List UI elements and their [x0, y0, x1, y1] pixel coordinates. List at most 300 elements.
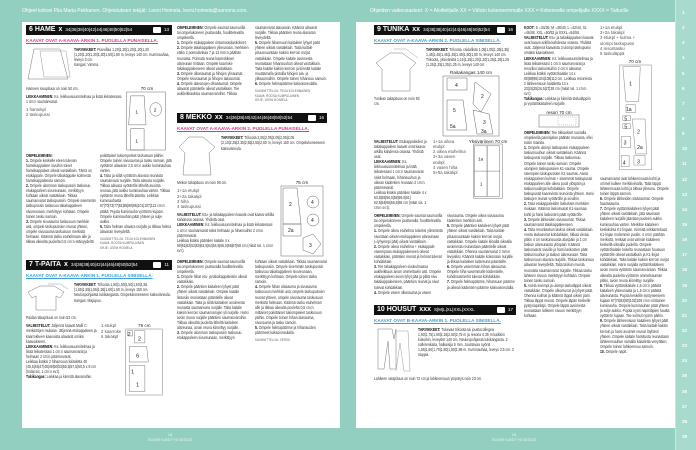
paragraph-lead: OMPELEMINEN: — [177, 258, 205, 264]
paragraph — [255, 259, 327, 284]
sizes: 34|36|38|40|42|44|46|48|50|52|54 — [70, 262, 138, 268]
left-page-footer — [130, 432, 210, 442]
paragraph-text: poikittaiset tukiompeleet taskusuun päihin. Ompele toinen sivusauma ja tasku samoin, jätä vyötärön alavaran 2,5 cm:n aukko kuminauhaa varten. — [100, 152, 172, 173]
paragraph-lead: TARVIKKEET: — [74, 47, 98, 52]
paragraph-text: Tikkaa vyötärökaitale 1,5 cm:n päästä kaitaleen yläreunasta ja 1,5 cm:n päästä alareunasta. Pujota keskelle syntyneeseen kujaan 67|74|82|90|102|108 cm:n mittainen kuminauha. Ompele kuminauhan päät yhteen ja sulje aukko. Pujota nyöri napinläpien kautta vyötärön kujaan. Tee solmut nyörin päihin. — [600, 282, 670, 319]
paragraph-text: Tee tikkaukset suoralla ompeleella paininjalan päähän reunasta, ellei toisin mainita. — [524, 130, 593, 146]
header-difficulty-legend: Ohjeiden vaikeusasteet: X = Aloittelijalle XX = Vähän kokeneemmalle XXX = Kokeneelle ompelijalle XXXX = Taiturille — [370, 8, 629, 14]
length-note: Hameen sivupituus on noin 50 cm. — [26, 86, 79, 91]
paragraph — [447, 213, 516, 223]
paragraph-text: Ompele oikea etuhelma toiseksi ylimmästä sivustaan oikean etukappaleen alareunaan (=lyhyempi pää) oikeat vastakkain. — [374, 228, 443, 244]
sewing-instructions-4 — [255, 25, 327, 86]
paragraph — [374, 244, 443, 264]
cutting-layout-shapes — [441, 76, 501, 136]
paragraph — [374, 139, 430, 159]
paragraph — [255, 325, 327, 335]
title: 8 MEKKO — [180, 114, 212, 122]
ruler-mark: 10 — [682, 146, 688, 152]
photo-page: 17 — [507, 306, 513, 312]
credits — [100, 237, 172, 250]
cutting-layout-diagram — [426, 70, 516, 136]
paragraph-lead: 2. — [26, 183, 30, 189]
camera-icon — [153, 27, 161, 33]
paragraph — [524, 25, 594, 35]
paragraph — [524, 35, 594, 55]
ruler-mark: 14 — [682, 206, 688, 212]
paragraph-lead: 5. — [447, 223, 451, 229]
paragraph-text: Ompele sivusauma taskusuun merkkiin asti, ompele taskupussien reunat yhteen, ompele sivusauma taskusuun merkistä helmaan. Käännä tasku etuhelmaan alle ja tikkaa oikealta puolelta 0,5 cm:n etäisyydeltä — [26, 218, 94, 245]
paragraph-lead: 4. — [100, 172, 104, 178]
preparation-cutting — [26, 323, 98, 379]
paragraph — [177, 45, 249, 70]
right-page-column-4 — [600, 25, 670, 354]
paragraph-text: Kangas: Majapuu. — [74, 297, 102, 303]
paragraph-text: Ks. leikkuusuunnitelmaa ja lisää leikatessasi 1 cm:n saumanvarat ja resoriksi taskunsuihin 2 cm:n alavarat. Leikkaa lisäksi vyötärökaitale 14 x 80|88|96|104|108|112 cm. Leikkaa resoreista 2 lahkeensuun kaitaletta 14 x 23|24|25|26,5|27|28 cm (mitat sis. 1 cm:n sv:t). — [524, 55, 593, 97]
paragraph-lead: 5. — [255, 40, 259, 46]
sizes: 34|36|38|40|42|44|46|48|50|52|54 — [225, 115, 293, 121]
paragraph-text: Ks. leikkuusuunnitelmaa ja lisää leikatessasi 1 cm:n saumanvarat ja helmaan 2 cm:n päärmevarat. — [26, 343, 95, 359]
page-number: 19 — [511, 432, 517, 437]
paragraph-text: Ompele hihan alasauma ja sivusauma taskusuun merkkiin asti, ompele taskupussien reunat yhteen, ompele sivusauma taskusuun merkistä helmaan. Käännä tasku etuhelman alle ja tikkaa oikealta puolelta 0,5 cm:n mittaiset poikittaiset tukiompeleet taskusuun päihin. Ompele toinen hihan alasauma, sivusauma ja tasku samoin. — [255, 284, 325, 325]
piece-number: 2 — [127, 331, 131, 338]
paragraph — [26, 374, 98, 379]
paragraph-text: Ompele hihansuun kaitaleen lyhyet päät yhteen oikeat vastakkain. Taita kaitale pituussuuntaan kaksin kerroin nurjat vastakkain. Ompele kaitale avoimesta reunastaan hihansuuhun oikeat vastakkain. Taita kaitale kaksin kerroin ja kiinnitä kaitale muuttamalla pistoilla hihojen ala- ja yläsaumoihin. Ompele toinen hihansuu samoin. — [255, 40, 327, 81]
piece-number: 5a — [450, 123, 456, 130]
cutting-layout-diagram — [124, 323, 164, 395]
ruler-mark: 5 — [682, 70, 685, 76]
ruler-mark: 20 — [682, 297, 688, 303]
paragraph-lead: KOOT: — [524, 25, 536, 30]
right-page-footer — [474, 432, 554, 442]
paragraph — [374, 159, 430, 190]
sewing-instructions-2 — [100, 153, 172, 235]
length-note: Paidan takapituus on noin 53 cm. — [26, 315, 77, 321]
paragraph-text: Ompele ulomman taskupussin taskusuu etukappaleen sivureunaan, merkittyyn — [177, 330, 242, 341]
cutting-layout-diagram — [126, 86, 168, 150]
ruler-mark: 15 — [682, 221, 688, 227]
sewing-instructions-2 — [255, 259, 327, 335]
difficulty: x — [64, 261, 68, 269]
paragraph-lead: 1. — [26, 157, 30, 163]
left-page-column-1 — [26, 25, 172, 395]
paragraph — [177, 284, 249, 330]
paragraph-lead: OMPELEMINEN: — [524, 130, 552, 135]
paragraph-lead: OMPELEMINEN: — [26, 152, 53, 158]
piece-number: 2 — [481, 93, 484, 100]
paragraph — [74, 298, 172, 303]
paragraph-lead: VALMISTELUT: — [26, 323, 52, 329]
piece-number: 1 — [131, 369, 135, 376]
photo-page: 13 — [163, 27, 169, 32]
paragraph-text: kohtaan oikeat vastakkain. Tikkaa saumanvarat taskupussiin. Ompele sisemmän taskupussin taskusuu takakappaleen sivureunaan, merkittyyn kohtaan. Ompele toinen tasku samoin. — [255, 258, 327, 285]
materials — [221, 135, 327, 150]
sewing-row — [177, 259, 327, 343]
piece-number: 4 — [311, 199, 314, 206]
piece-number: 5 — [453, 107, 456, 114]
preparation-cutting — [374, 139, 430, 210]
sizes-preparation-cutting — [524, 25, 594, 107]
fabric-width: 70 cm — [628, 59, 642, 65]
header-credits: Ohjeet kokosi Piia Maria Pekkanen. Ohjeistuksen tekijät: Leeni Hoimela, leeni.hoimela@sanoma.com. — [22, 8, 248, 14]
paragraph — [221, 135, 327, 150]
paragraph-lead: 2. — [177, 45, 181, 51]
paragraph-text: Etukappaleiden ja takakappaleen kaavat ovat kaava-arkilla kahdessa osassa. Yhdistä osat. — [374, 138, 427, 160]
cutting-layout-shapes — [471, 144, 505, 200]
paragraph-text: Ompele helmapäärme ja hihansuiden päärmeet kaksoisneulalla. — [255, 325, 316, 336]
paragraph — [524, 201, 594, 216]
materials-row — [26, 282, 172, 312]
paragraph-text: Ompele alavarojen olkasaumat. Ompele alavarat pääntielle oikeat vastakkain. Tee aukileikkauksia saumanvaroihin. Tikkaa — [177, 81, 242, 97]
paragraph-text: Etu- ja takakappaleen kaavat ovat kaava-arkilla kahdessa osassa. Yhdistä osat. Jäljennä kaavasta 3 ulompi taskupussi omaksi kaavakseen. — [524, 35, 594, 56]
ruler-mark: 1 — [682, 10, 685, 15]
paragraph-text: Ompele olkasaumat ja hihojen ylisaumat. Ompele sivusaumat ja hihojen alasaumat. — [177, 70, 244, 81]
paragraph-text: Ompele helmapäärme kaksoisneulalla. — [258, 81, 318, 87]
credit-line: OHJE: LEENI HOIMELA — [100, 245, 133, 250]
paragraph-text: S =34/36, M =38/40, L =42/44, XL =46/48, XXL =50/52 ja XXXL =54/56. — [524, 25, 587, 36]
piece-number: 3 — [623, 140, 626, 147]
paragraph-text: Ompele vasemman hihan alasauma. Ompele hiha vasemmalle kädentielle, kohdistusmerkit tulevat kohdakkain. — [447, 264, 507, 280]
paragraph-lead: 10. — [600, 348, 606, 354]
cutting — [26, 94, 122, 104]
paragraph-lead: TARVIKKEET: — [74, 282, 98, 288]
cutting-layout-shapes — [126, 92, 168, 150]
paragraph-lead: VALMISTELUT: — [177, 212, 203, 218]
difficulty: x — [58, 26, 63, 33]
paragraph — [177, 25, 249, 40]
sewing-instructions-1 — [26, 153, 96, 245]
piece-number: 1 — [628, 81, 632, 88]
sizes: S|M|L|XL|XXL|XXXL — [433, 306, 475, 312]
dress-illustration — [177, 135, 217, 177]
ruler-mark: 8 — [682, 115, 685, 121]
piece-number: 2a — [288, 227, 294, 234]
ruler-mark: 21 — [682, 312, 688, 318]
ruler-mark: 4 — [682, 55, 685, 61]
paragraph-text: Trikoota 1,50|1,50|1,50|1,50|1,55 (1,55|1,55|1,55|1,55|1,60)1,60 m, leveys 150 cm. Neulospohjaista tukikangasta. Ompelukoneeseen kaksoisneula. — [74, 282, 171, 298]
page-number: 18 — [167, 432, 173, 437]
paragraph-lead: LEIKKAAMINEN: — [374, 159, 403, 165]
right-page-column-3 — [524, 25, 594, 318]
paragraph — [177, 81, 249, 96]
paragraph-lead: 5. — [255, 325, 259, 331]
paragraph — [26, 94, 122, 104]
paragraph-lead: LEIKKAAMINEN: — [524, 55, 553, 61]
paragraph — [524, 96, 594, 106]
piece-number: 3 — [309, 242, 312, 249]
paragraph — [255, 40, 327, 81]
paragraph-text: Kangas: Vimma. — [74, 62, 100, 68]
paragraph — [374, 290, 443, 295]
paragraph-text: Ks. leikkuusuunnitelmaa ja lisää leikatessasi 1 cm:n saumanvarat. — [26, 94, 122, 105]
sewing-instructions-3 — [177, 25, 249, 96]
cutting-row — [26, 86, 172, 150]
paragraph — [447, 279, 516, 289]
materials-row — [177, 135, 327, 177]
paragraph — [100, 173, 172, 224]
paragraph — [26, 183, 96, 219]
cutting-layout-diagram — [279, 180, 325, 256]
fabric-width: Raitakangas 140 cm — [450, 70, 492, 76]
rib-width: resori 70 cm — [546, 109, 572, 115]
credit-line: SUUNNITTELIJA: VERSO — [255, 338, 291, 343]
fabric-width: 75 cm — [138, 323, 151, 329]
paragraph-text: Ompele saumat saumurilla tai ompelukoneen joustavalla huolittelevalla ompeleella. — [177, 258, 246, 275]
title: 6 HAME — [29, 26, 56, 33]
piece-legend: 1 etukpl 2 kaarroke 6 takakpl — [101, 323, 122, 339]
piece-number: 1 — [136, 382, 140, 389]
fabric-width: 70 cm — [140, 86, 154, 91]
paragraph-lead: 1. — [177, 40, 181, 46]
rib-diagram — [524, 110, 594, 128]
paragraph — [26, 359, 98, 374]
ruler-mark: 18 — [682, 267, 688, 273]
paragraph-text: Ompele ulomman taskupussin taskusuu etukappaleen sivureunaan, merkittyyn kohtaan oikeat vastakkain. Tikkaa saumanvarat taskupussiin. Ompele sisemmän taskupussin taskusuu takakappaleen sivureunaan, merkittyyn kohtaan. Ompele toinen tasku samoin. — [26, 183, 96, 219]
paragraph — [600, 206, 670, 282]
pattern-sheet-ref: KAAVAT OVAT A-KAAVA-ARKIN 2. PUOLELLA SINISELLÄ. — [374, 38, 501, 43]
paragraph-lead: VALMISTELUT: — [374, 138, 400, 144]
paragraph-lead: 5. — [524, 282, 528, 288]
ruler-mark: 11 — [682, 161, 687, 167]
sizes: 34|36|38|40|42|44|46|48|50|52|54 — [65, 27, 133, 32]
paragraph-text: Leikkaa ja kiinnitä alavaroihin. — [46, 374, 93, 380]
paragraph-lead: 1. — [374, 228, 378, 234]
section-title-7-t-paita — [26, 260, 172, 270]
t-shirt-illustration — [26, 282, 70, 312]
cutting-row — [177, 180, 327, 256]
paragraph — [600, 349, 670, 354]
photo-page: 11 — [164, 262, 169, 268]
piece-number: 2 — [138, 336, 142, 343]
piece-legend: 1+1a etukpl 2+2a takakpl 3 hiha 4 taskupussi — [177, 188, 202, 210]
paragraph-text: saumanvarat ovat lahkeensuuta kohti ja ommel kulkee merkkiviivalla. Taita läppä lahkeensuuta kohti ja tikkaa ylireuna. Ompele toinen läppä samoin. — [600, 175, 669, 196]
paragraph — [100, 153, 172, 173]
paragraph — [447, 264, 516, 279]
paragraph-text: Ks. leikkuusuunnitelmaa ja lisää leikatessasi 1 cm:n saumanvarat sekä helmaan, hihansuuhun ja oikean kädentien reunaan 2 cm:n päärmevarat. — [374, 159, 425, 190]
trousers-illustration — [374, 327, 414, 373]
materials — [74, 282, 172, 302]
paragraph-lead: 3. — [177, 70, 181, 76]
paragraph-lead: 1. — [524, 145, 528, 151]
paragraph — [374, 213, 443, 228]
paragraph-lead: 7. — [447, 279, 451, 285]
ruler-mark: 12 — [682, 176, 688, 182]
paragraph-lead: TARVIKKEET: — [426, 47, 450, 52]
materials — [74, 47, 172, 67]
paragraph-text: Ompele pääntien kaitaleen lyhyet päät yhteen oikeat vastakkain. Ompele kaitale lisäosiin reunastaan pääntielle oikeat vastakkain. Taita ja silitä kaitaleen avoimesta reunasta saumanvara nurjalle. Taita kaitale kaksin kerroin saumanvarojen yli nurjalle. Harsi avoin reuna nurjalle pääntien saumanvaroihin. Tikkaa oikealta puolelta läheltä kaitaleen alareunaa, avoin reuna kiinnittyy nurjalle. — [177, 284, 249, 331]
title: 9 TUNIKA — [377, 26, 410, 33]
camera-icon — [153, 262, 161, 268]
skirt-illustration — [26, 47, 70, 83]
paragraph-text: saumanvarat alavaraiin. Käännä alavarat nurjalle. Tikkaa pääntien reuna alavaran leveydeltä. — [255, 25, 318, 41]
piece-number: 2 — [636, 129, 640, 136]
left-page-column-2 — [177, 25, 327, 343]
paragraph-text: Ompele hihat etu- ja takakappaleisiin oikeat vastakkain. — [177, 274, 247, 285]
paragraph-lead: TARVIKKEET: — [418, 326, 442, 332]
paragraph — [74, 47, 172, 62]
photo-page: 16 — [507, 27, 513, 32]
paragraph — [524, 130, 594, 145]
sewing-instructions-1 — [524, 130, 594, 318]
paragraph-text: Ompele takakappaleen ylireunaan, merkkien väliin 2 poimulankaa 7 ja 13 mm:n päähän reunasta. Poimuta reuna kaarrokkeen alareunan mittaan. Ompele kaarroke takakappaleeseen oikeat vastakkain. — [177, 45, 249, 71]
sewing-row — [26, 153, 172, 251]
piece-number: 4 — [311, 217, 314, 224]
length-note: Lahkeen sisäpituus on noin 72 cm ja lahkeensuun ympärys noin 23 cm. — [374, 375, 483, 381]
piece-number: 3a — [481, 128, 487, 135]
paragraph-text: Aseta sisempi ja ulompi taskuläppä oikeat vastakkain. Ompele ulkoreunat ja lyhyet päät. Ohenna kulmat ja käännä läppä oikein päin. Tikkaa läppä reunat. Ompele läpän keskelle pystynapinläpi. Ompele läppä avoimesta reunastaan lahkeen sivuun merkittyyn kohtaan. — [524, 282, 594, 319]
piece-number: 1a — [625, 106, 632, 113]
paragraph-lead: 2. — [177, 284, 181, 290]
paragraph-lead: OMPELEMINEN: — [374, 213, 402, 219]
paragraph-text: Ks. leikkuusuunnitelmaa ja lisää leikatessasi 1 cm:n saumanvarat sekä helmaan ja hihansuihin 2 cm:n päärmevarat. — [177, 222, 273, 238]
paragraph — [177, 274, 249, 284]
paragraph — [524, 145, 594, 201]
paragraph-lead: 9. — [600, 318, 604, 324]
publication-name: SUURI KÄSITYÖ 8/2023 — [147, 437, 193, 442]
fabric-width: Yksiväriinen 70 cm — [468, 138, 508, 144]
camera-icon — [497, 27, 505, 33]
paragraph-text: Jäljennä kaavat Malli C: merkintöjen mukaan. Jäljennä etukappaleen ja kaarrokkeen kaavoista alavarat omiksi kaavoikseen. — [26, 323, 97, 344]
credit-line: KAAVA: ROOSA KUMPULAINEN — [100, 241, 145, 246]
paragraph-lead: 6. — [447, 264, 451, 270]
materials-row — [374, 327, 516, 373]
paragraph-text: Taita helman alavara nurjalle ja tikkaa helma alavaran leveydeltä. — [100, 223, 172, 234]
paragraph-text: Ompele lahkeensuun kaitaleen lyhyet päät yhteen oikeat vastakkain. Taita kaitale kaksin kerroin ja harsi avoimet reunat löyhästi yhteen. Ompele kaitale harsitusta reunastaan lahkeensuuhun samalla kaitaletta venyttäen. Ompele toinen lahkeensuu samoin. — [600, 318, 669, 349]
paragraph-lead: 2. — [374, 243, 378, 249]
credit-line: OHJE: LEENI HOIMELA — [255, 97, 288, 102]
paragraph-lead: 4. — [255, 284, 259, 290]
ruler-mark: 3 — [682, 40, 685, 46]
paragraph-lead: 4. — [524, 226, 528, 232]
paragraph-lead: LEIKKAAMINEN: — [177, 222, 206, 228]
ruler-mark: 17 — [682, 252, 688, 258]
credit-line: SUUNNITTELIJA: TEIJA KOLEHMAINEN — [255, 89, 311, 94]
piece-number: 1 — [135, 138, 139, 144]
paragraph-text: Ompele lahkeiden sivusaumat. Tikkaa saumanvarat takakappaleeseen. — [524, 216, 586, 227]
cutting-layout-shapes — [124, 329, 164, 395]
materials-row — [26, 47, 172, 83]
materials — [426, 47, 516, 67]
ruler-mark: 19 — [682, 282, 688, 288]
paragraph — [600, 283, 670, 319]
paragraph — [177, 259, 249, 274]
paragraph — [374, 228, 443, 243]
sewing-instructions-2 — [447, 213, 516, 289]
section-title-8-mekko — [177, 113, 327, 123]
paragraph-lead: 6. — [255, 81, 259, 87]
ruler-mark: 6 — [682, 85, 685, 91]
paragraph-text: Ompele lahkeiden sisäsaumat. Ompele haarasauma. — [600, 196, 664, 207]
paragraph-text: Trikoota, raidallista 1,05|1,05|1,35|1,35| 1,45|1,45|1,45|1,45|1,45|1,50|1,50 m, leveys 140 cm. Trikoota, yksiväristä 1,15|1,15|1,20|1,20|1,25|1,25|1,25 (1,25|1,25|1,25)1,25 m, leveys 140 cm. — [426, 47, 509, 68]
ruler-mark: 2 — [682, 25, 685, 31]
right-page-column-1 — [374, 25, 516, 381]
paragraph-text: Leikkaa lisäksi 2 hihansuun kaitaletta 45 (45,5|46|47|48|49|50|53|55,5|57,5)60,5 x 8 cm (mitat sis. 1 cm:n sv:t). — [26, 358, 96, 375]
paragraph-text: Ompele helmapäärme, hihansuun päärme ja oikean kädentien päärme kaksoisneulalla. — [447, 279, 515, 290]
materials — [418, 327, 516, 358]
paragraph-lead: 8. — [600, 282, 604, 288]
paragraph-text: Taita resoritaskun laskos oikeat vastakkain. Aseta laskosvirat kohdakkain, tikkaa viivaa pitkin 4 cm taskunsuusta alaspäin ja 1 cm taskun alareunasta ylöspäin. Käännä laskosvarat sivuille ja harsi laskosten päät taskunsuuhun ja taskun alareunaan. Taita taskunsuun alavara nurjalle. Tikkaa taskunsuu alavaran leveydeltä. Taita taskun muista reunoista saumanvarat nurjalle. Tikkaa tasku lahkeen sivuun merkittyyn kohtaan. Ompele toinen tasku samoin. — [524, 226, 594, 283]
piece-number: 4 — [455, 82, 458, 89]
ruler-mark: 28 — [682, 418, 688, 424]
ruler-mark: 26 — [682, 388, 688, 394]
paragraph-text: Tee takakappaleen sivukulmassa aukileikkaus aivan ommeltaviin asti. Ompele etukappaleen avoin lyhyt pää ja pitkä sivu takakappaleeseen, pääntien reunat ja sivut tulevat kohdakkain. — [374, 264, 442, 290]
paragraph — [418, 327, 516, 358]
piece-number: 2 — [153, 107, 157, 113]
paragraph — [26, 219, 96, 244]
paragraph-text: Ompele vyötärökaitaleen lyhyet päät yhteen oikeat vastakkain, jätä saumaan kaitaleen nurjalle jääväan puoleen aukko kuminauhaa varten. Merkitse kaitaleen keskikohta K1-linjaan. Kiinnitä sirkkarenkaat K1-linjan molemmin puolin, 4 cm:n päähän merkistä, renkaat ovat valmiin kaitaleen keskellä oikealla puolella. Ompele vyötärökaitale toiselta reunastaan housuun vyötärölle oikeat vastakkain ja K1-linjat kohdakkain. Taita kaitale kaksin kerroin nurjat vastakkain. Harsi nurjalla vyötärökaitaleen avoin reuna vyötärön saumanvaraan. Tikkaa oikealta puolelta vyötärön ommelsauman pitkin, avoin reuna kiinnittyy nurjalle. — [600, 206, 669, 283]
paragraph-text: Leikkaa lisäksi pääntien kaitale 4 x 53,5|55|56,5|58|59,5|61| 62,5|64|65|66,5|68 cm (mitat sis. 1 cm:n sv:t). — [374, 189, 427, 211]
paragraph — [26, 323, 98, 343]
ruler-mark: 24 — [682, 358, 688, 364]
ruler-mark: 23 — [682, 343, 688, 349]
section-title-6-hame — [26, 25, 172, 35]
paragraph-text: Ompele pääntien kaitaleen lyhyet päät yhteen oikeat vastakkain. Taita kaitale pituussuuntaan kaksin kerroin nurjat vastakkain. Ompele kaitale kiinalla oikealla avoimesta reunastaan pääntielle oikeat vastakkain. Ohenna saumanvarat 2 mm:n levyisiksi. Käännä kaitale kokonaan nurjalle ja tikkaa kaitaleen taitereuna pääntielle. — [447, 223, 513, 265]
materials-row — [374, 47, 516, 136]
ruler-mark: 25 — [682, 373, 688, 379]
pattern-sheet-ref: KAAVAT OVAT A-KAAVA-ARKIN 1. PUOLELLA SINISELLÄ. — [26, 273, 153, 279]
credit-line: KAAVA: ROOSA KUMPULAINEN — [255, 93, 300, 98]
paragraph — [177, 71, 249, 81]
piece-number: 1 — [479, 181, 483, 187]
paragraph — [524, 283, 594, 319]
sewing-row — [177, 25, 327, 102]
title: 10 HOUSUT — [377, 305, 417, 313]
sizes: 34|36|38|40|42|44|46|48|50|52|54 — [423, 27, 490, 32]
piece-number: 4 — [622, 159, 626, 166]
paragraph — [374, 264, 443, 289]
paragraph — [74, 282, 172, 297]
paragraph-text: Ompele saumat saumurilla tai ompelukoneen joustavalla, huolittelevalla ompeleella. — [177, 25, 246, 41]
piece-legend-2: 1+1a oikea etukpl 2 oikea etuhelma 3+3a vasen etukpl 4 vasen hiha 5+5a takakpl — [433, 138, 466, 176]
ruler-mark: 29 — [682, 433, 688, 439]
paragraph-text: Trikoota 2,05|2,05|2,05|2,05|2,05 (2,10|2,35|2,35|2,55|2,55)2,60 m, leveys 150 cm. Ompelukoneeseen kaksoisneula. — [221, 135, 325, 151]
paragraph-text: sivusauma. Ompele oikea sivusauma kädentien merkkiin asti. — [447, 213, 504, 224]
paragraph-text: Ompele oikea etuhelma + etukappale vasempaan etukappaleeseen oikeat vastakkain, pääntien reunat ja helmat tulevat kohdakkain. — [374, 243, 442, 265]
sewing-row — [374, 213, 516, 295]
paragraph — [600, 176, 670, 196]
title: 7 T-PAITA — [29, 261, 62, 269]
paragraph-text: Taita ja silitä vyötärön alavara reunasta saumanvara nurjalle. Taita alavara nurjalle. Tikkaa alavara vyötärölle lähellä avointa reunaa, jätä aukko kuminauhaa varten. Tikkaa vyötärön reuna lähellä taitetta. Leikkaa kuminauhasta 67|70|73|77|81|85|89|95|101|107|113 cm:n pätkä. Pujota kuminauha vyötärön kujaan. Ompele kuminauhan päät yhteen ja sulje aukko. — [100, 172, 170, 224]
paragraph-text: Ompele vasen olkasauma ja vasen — [377, 289, 432, 295]
piece-number: 3 — [483, 119, 486, 126]
cutting-layout-diagram-2 — [600, 59, 670, 173]
paragraph-lead: 3. — [524, 216, 528, 222]
difficulty: xxx — [419, 305, 431, 313]
rib-shapes — [538, 115, 580, 127]
paragraph-text: Leikkaa ja kiinnitä taskuläppiin ja vyötärökaitaleen nurjalle. — [524, 96, 591, 107]
publication-name: SUURI KÄSITYÖ 8/2023 — [491, 437, 537, 442]
paragraph — [177, 330, 249, 340]
pattern-sheet-ref: KAAVAT OVAT B-KAAVA-ARKIN 1. PUOLELLA SINISELLÄ. — [374, 317, 501, 323]
paragraph — [100, 224, 172, 234]
measurement-ruler — [675, 0, 696, 450]
paragraph-lead: 6. — [600, 196, 604, 202]
ruler-mark: 7 — [682, 100, 685, 106]
paragraph-lead: 1. — [177, 274, 181, 280]
section-title-9-tunika — [374, 25, 516, 35]
ruler-mark: 27 — [682, 403, 688, 409]
paragraph-text: Ompele saumat saumurilla tai ompelukoneen joustavalla, huolittelevalla ompeleella. — [374, 213, 443, 229]
pattern-sheet-ref: KAAVAT OVAT A-KAAVA-ARKIN 1. PUOLELLA PUNAISELLA. — [26, 38, 159, 43]
length-note: Mekon takapituus on noin 95 cm. — [177, 180, 228, 186]
piece-legend: 1 hamekpl 2 taskupussi — [26, 107, 50, 118]
paragraph — [524, 227, 594, 283]
paragraph — [374, 190, 430, 210]
credits — [255, 338, 327, 342]
photo-page: 16 — [318, 115, 324, 121]
cutting-layout-shapes — [279, 186, 325, 256]
paragraph-lead: 2. — [524, 201, 528, 207]
section-title-10-housut — [374, 305, 516, 315]
